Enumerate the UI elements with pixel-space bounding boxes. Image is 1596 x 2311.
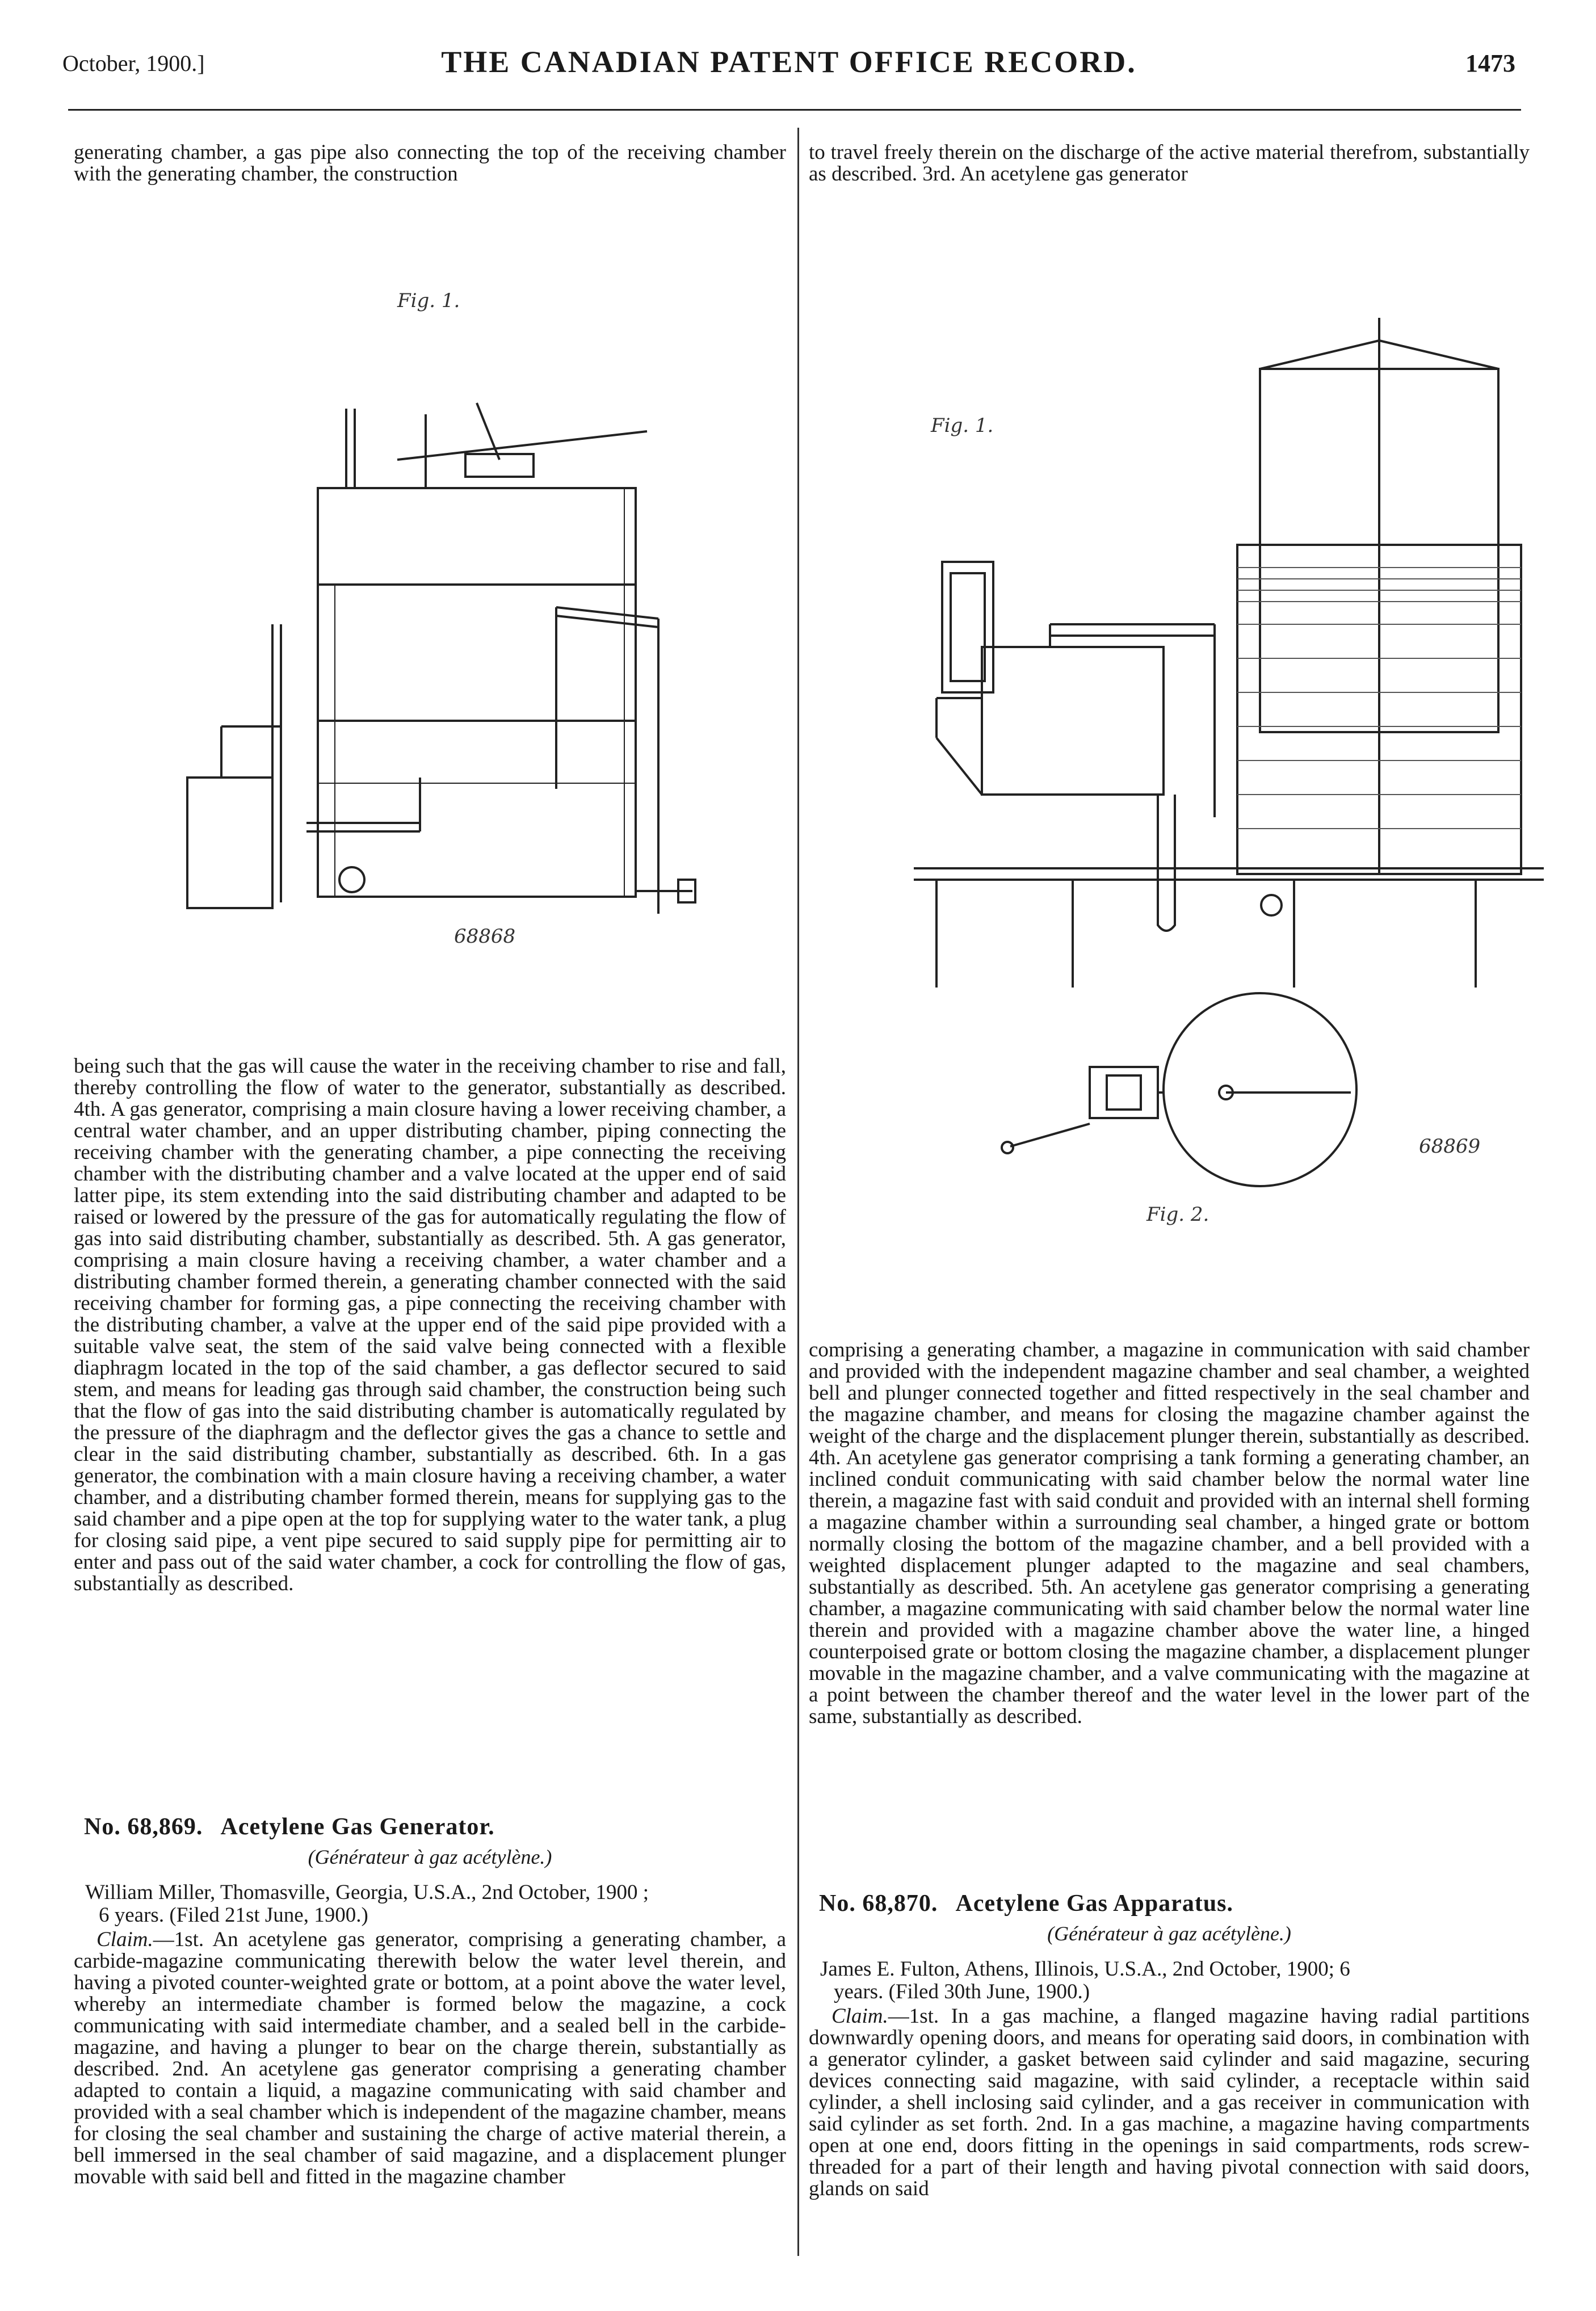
patent-entry-68870 — [809, 1890, 1530, 2200]
left-column-top-text: generating chamber, a gas pipe also connecting the top of the receiving chamber with the generating chamber, the construction — [74, 141, 786, 186]
patent-title: Acetylene Gas Apparatus. — [955, 1890, 1234, 1917]
patent-claims: Claim.—1st. In a gas machine, a flanged magazine having radial partitions downwardly opening doors, and means for operating said doors, in combination with a generator cylinder, a gasket between said cylinder and said magazine, securing devices connecting said magazine, with said cylinder, a receptacle within said cylinder, a shell inclosing said cylinder, and a gas receiver in communication with said cylinder as set forth. 2nd. In a gas machine, a magazine having compartments open at one end, doors fitting in the openings in said compartments, rods screw-threaded for a part of their length and having pivotal connection with said doors, glands on said — [809, 2005, 1530, 2200]
patent-title: Acetylene Gas Generator. — [220, 1814, 495, 1840]
entry-heading — [819, 1890, 1530, 1917]
header-date: October, 1900.] — [62, 51, 205, 76]
acetylene-generator-drawing — [840, 306, 1589, 1226]
patent-drawing-68868 — [159, 289, 726, 988]
figure-number-left: 68868 — [454, 925, 516, 948]
entry-heading — [84, 1813, 786, 1841]
patent-entry-68869 — [74, 1813, 786, 2188]
patent-subtitle: (Générateur à gaz acétylène.) — [1047, 1922, 1291, 1945]
patent-drawing-68869 — [840, 306, 1589, 1226]
patent-applicant: James E. Fulton, Athens, Illinois, U.S.A., 2nd October, 1900; 6 years. (Filed 30th June, 1900.) — [820, 1957, 1350, 2003]
right-column-top-text: to travel freely therein on the discharge of the active material therefrom, substantially as described. 3rd. An acetylene gas generator — [809, 141, 1530, 186]
figure-caption-right-1: Fig. 1. — [931, 414, 994, 437]
page-number: 1473 — [1465, 49, 1515, 77]
page-header — [62, 44, 1515, 84]
patent-subtitle: (Générateur à gaz acétylène.) — [308, 1846, 552, 1868]
column-divider — [797, 128, 799, 2256]
right-column-claims-text: comprising a generating chamber, a magazine in communication with said chamber and provided with the independent magazine chamber and seal chamber, a weighted bell and plunger connected together and fitted respectively in the seal chamber and the magazine chamber, and means for closing the magazine chamber against the weight of the charge and the displacement plunger therein, substantially as described. 4th. An acetylene gas generator comprising a tank forming a generating chamber, an inclined conduit communicating with said chamber below the normal water line therein, a magazine fast with said conduit and provided with an internal shell forming a magazine chamber within a surrounding seal chamber, a hinged grate or bottom normally closing the bottom of the magazine chamber, and a bell provided with a weighted displacement plunger adapted to the magazine and seal chambers, substantially as described. 5th. An acetylene gas generator comprising a generating chamber, a magazine communicating with said chamber below the normal water line therein and provided with a magazine chamber above the water line, a hinged counterpoised grate or bottom closing the magazine chamber, a displacement plunger movable in the magazine chamber, and a valve communicating with the magazine at a point between the chamber thereof and the water level in the lower part of the same, substantially as described. — [809, 1338, 1530, 1728]
patent-number: No. 68,870. — [819, 1890, 938, 1917]
figure-caption-right-2: Fig. 2. — [1146, 1203, 1209, 1226]
patent-applicant: William Miller, Thomasville, Georgia, U.S.A., 2nd October, 1900 ; 6 years. (Filed 21st June, 1900.) — [85, 1881, 649, 1927]
left-column-claims-text: being such that the gas will cause the water in the receiving chamber to rise and fall, thereby controlling the flow of water to the generator, substantially as described. 4th. A gas generator, comprising a main closure having a lower receiving chamber, a central water chamber, and an upper distributing chamber, piping connecting the receiving chamber with the generating chamber, a pipe connecting the receiving chamber with the distributing chamber and a valve located at the upper end of said latter pipe, its stem extending into the said distributing chamber and adapted to be raised or lowered by the pressure of the gas for automatically regulating the flow of gas into said distributing chamber, substantially as described. 5th. A gas generator, comprising a main closure having a receiving chamber, a water chamber and a distributing chamber formed therein, a generating chamber connected with the said receiving chamber for forming gas, a pipe connecting the receiving chamber with the distributing chamber, a valve at the upper end of the said pipe provided with a suitable valve seat, the stem of the said valve being connected with a flexible diaphragm located in the top of the said chamber, a gas deflector secured to said stem, and means for leading gas through said chamber, the construction being such that the flow of gas into the said distributing chamber is automatically regulated by the pressure of the diaphragm and the deflector gives the gas a chance to settle and clear in the said distributing chamber, substantially as described. 6th. In a gas generator, the combination with a main closure having a receiving chamber, a water chamber, and a distributing chamber formed therein, means for supplying gas to the said chamber and a pipe open at the top for supplying water to the water tank, a plug for closing said pipe, a vent pipe secured to said supply pipe for permitting air to enter and pass out of the said water chamber, a cock for controlling the flow of gas, substantially as described. — [74, 1054, 786, 1595]
figure-caption-left: Fig. 1. — [397, 289, 460, 312]
gas-generator-drawing — [159, 289, 726, 988]
figure-number-right: 68869 — [1419, 1135, 1481, 1158]
patent-claims: Claim.—1st. An acetylene gas generator, comprising a generating chamber, a carbide-magazine communicating therewith below the water level therein, and having a pivoted counter-weighted grate or bottom, at a point above the water level, whereby an intermediate chamber is formed below the magazine, a cock communicating with said intermediate chamber, and a sealed bell in the carbide-magazine, and having a plunger to bear on the charge therein, substantially as described. 2nd. An acetylene gas generator comprising a generating chamber adapted to contain a liquid, a magazine communicating with said chamber and provided with a seal chamber which is independent of the magazine chamber, means for closing the seal chamber and sustaining the charge of active material therein, a bell immersed in the seal chamber of said magazine, and a displacement plunger movable with said bell and fitted in the magazine chamber — [74, 1928, 786, 2188]
publication-title: THE CANADIAN PATENT OFFICE RECORD. — [441, 45, 1137, 79]
header-rule — [68, 109, 1521, 111]
patent-number: No. 68,869. — [84, 1814, 203, 1840]
